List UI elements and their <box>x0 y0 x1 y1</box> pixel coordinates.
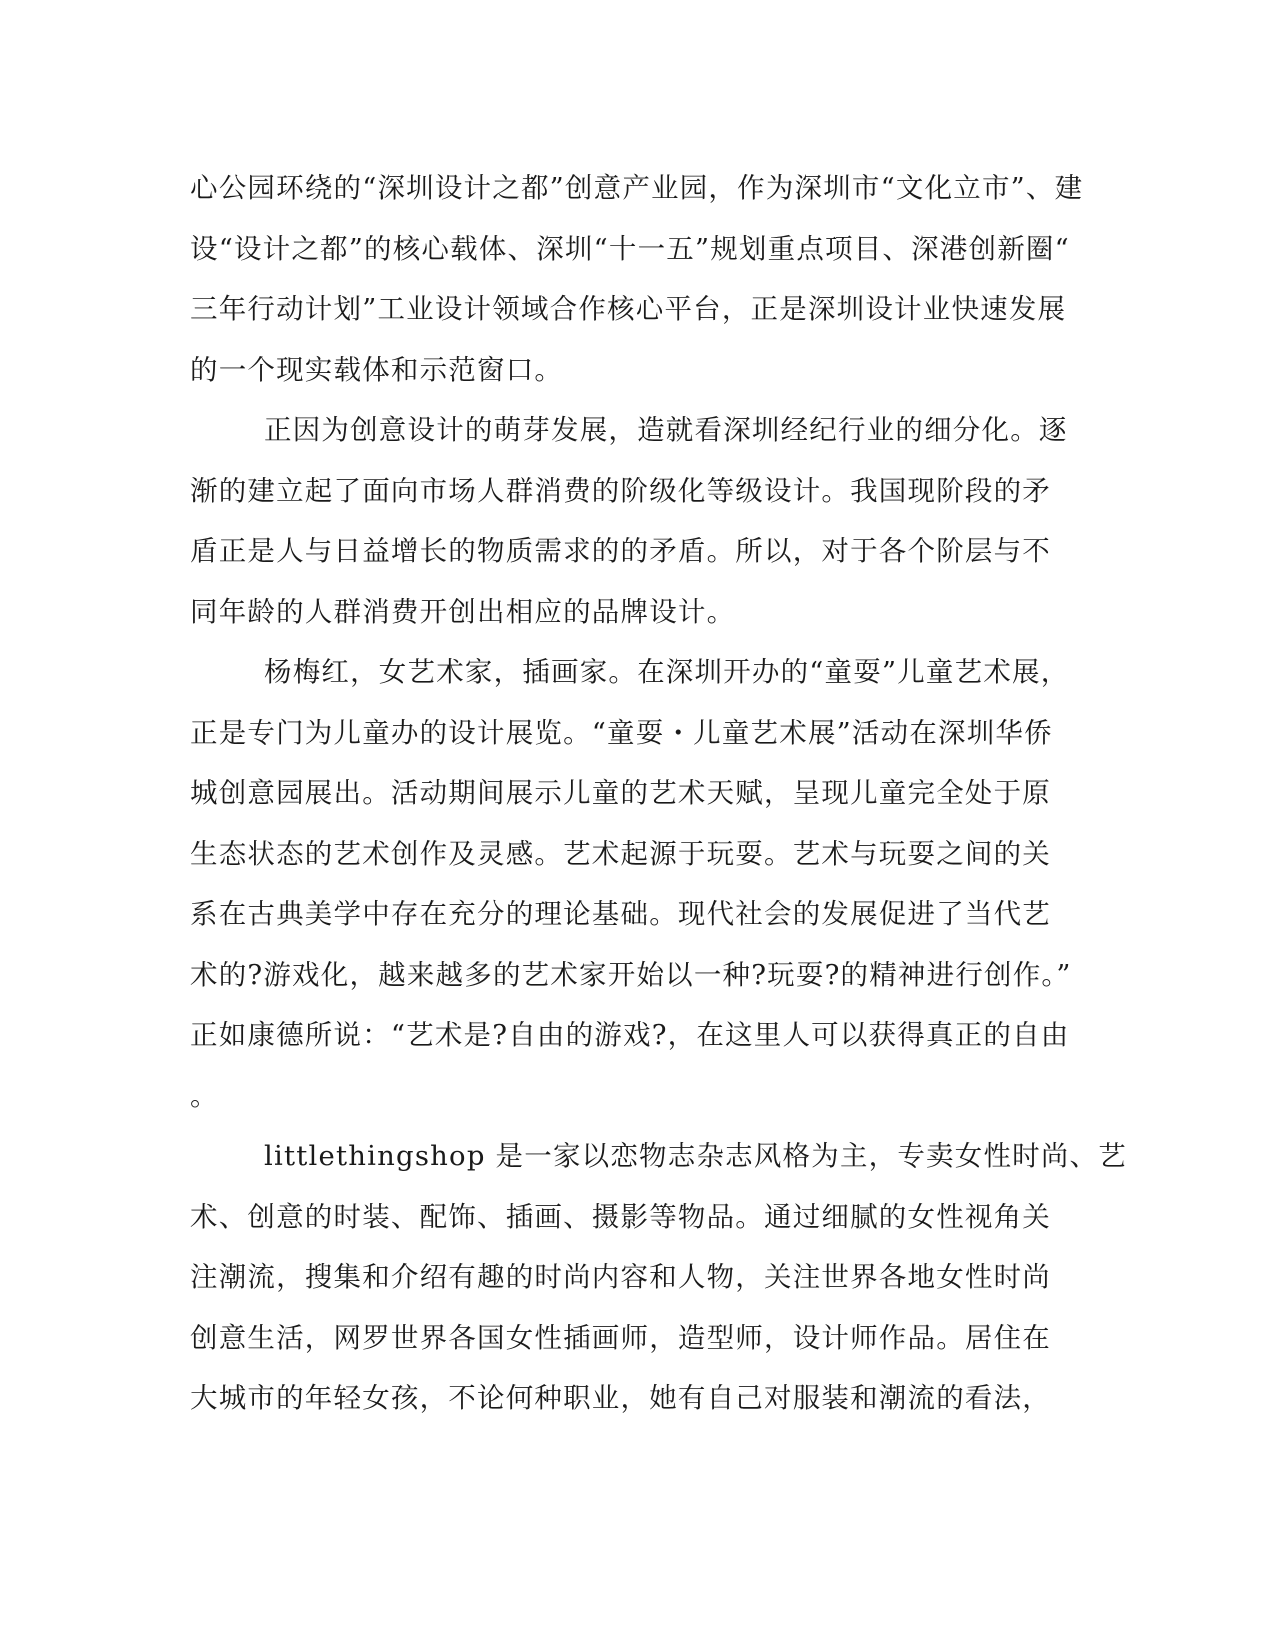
paragraph-line: 正是专门为儿童办的设计展览。“童耍・儿童艺术展”活动在深圳华侨 <box>190 716 1053 749</box>
paragraph-line: 大城市的年轻女孩，不论何种职业，她有自己对服装和潮流的看法， <box>190 1382 1051 1414</box>
paragraph-line: 设“设计之都”的核心载体、深圳“十一五”规划重点项目、深港创新圈“ <box>190 232 1070 265</box>
paragraph-4 <box>190 1126 1127 1429</box>
paragraph-line: 系在古典美学中存在充分的理论基础。现代社会的发展促进了当代艺 <box>190 898 1051 930</box>
body-text <box>190 158 1127 1429</box>
paragraph-line: 正因为创意设计的萌芽发展，造就看深圳经纪行业的细分化。逐 <box>264 414 1068 446</box>
paragraph-line: 的一个现实载体和示范窗口。 <box>190 353 564 386</box>
paragraph-line: 同年龄的人群消费开创出相应的品牌设计。 <box>190 595 736 628</box>
paragraph-line: 杨梅红，女艺术家，插画家。在深圳开办的“童耍”儿童艺术展， <box>264 656 1070 688</box>
paragraph-line: 正如康德所说：“艺术是?自由的游戏?，在这里人可以获得真正的自由 <box>190 1019 1070 1051</box>
paragraph-line: 盾正是人与日益增长的物质需求的的矛盾。所以，对于各个阶层与不 <box>190 535 1051 567</box>
paragraph-line: 渐的建立起了面向市场人群消费的阶级化等级设计。我国现阶段的矛 <box>190 474 1051 507</box>
paragraph-line: 。 <box>190 1079 219 1112</box>
paragraph-line: 注潮流，搜集和介绍有趣的时尚内容和人物，关注世界各地女性时尚 <box>190 1261 1051 1293</box>
paragraph-line: littlethingshop 是一家以恋物志杂志风格为主，专卖女性时尚、艺 <box>264 1140 1127 1172</box>
paragraph-line: 术的?游戏化，越来越多的艺术家开始以一种?玩耍?的精神进行创作。” <box>190 958 1072 991</box>
paragraph-line: 创意生活，网罗世界各国女性插画师，造型师，设计师作品。居住在 <box>190 1321 1051 1354</box>
paragraph-line: 城创意园展出。活动期间展示儿童的艺术天赋，呈现儿童完全处于原 <box>190 777 1051 809</box>
paragraph-line: 生态状态的艺术创作及灵感。艺术起源于玩耍。艺术与玩耍之间的关 <box>190 837 1051 870</box>
paragraph-line: 三年行动计划”工业设计领域合作核心平台，正是深圳设计业快速发展 <box>190 293 1067 325</box>
paragraph-line: 心公园环绕的“深圳设计之都”创意产业园，作为深圳市“文化立市”、建 <box>190 172 1084 204</box>
paragraph-2 <box>190 400 1090 642</box>
paragraph-3 <box>190 642 1090 1126</box>
paragraph-1 <box>190 158 1090 400</box>
paragraph-line: 术、创意的时装、配饰、插画、摄影等物品。通过细腻的女性视角关 <box>190 1200 1051 1233</box>
